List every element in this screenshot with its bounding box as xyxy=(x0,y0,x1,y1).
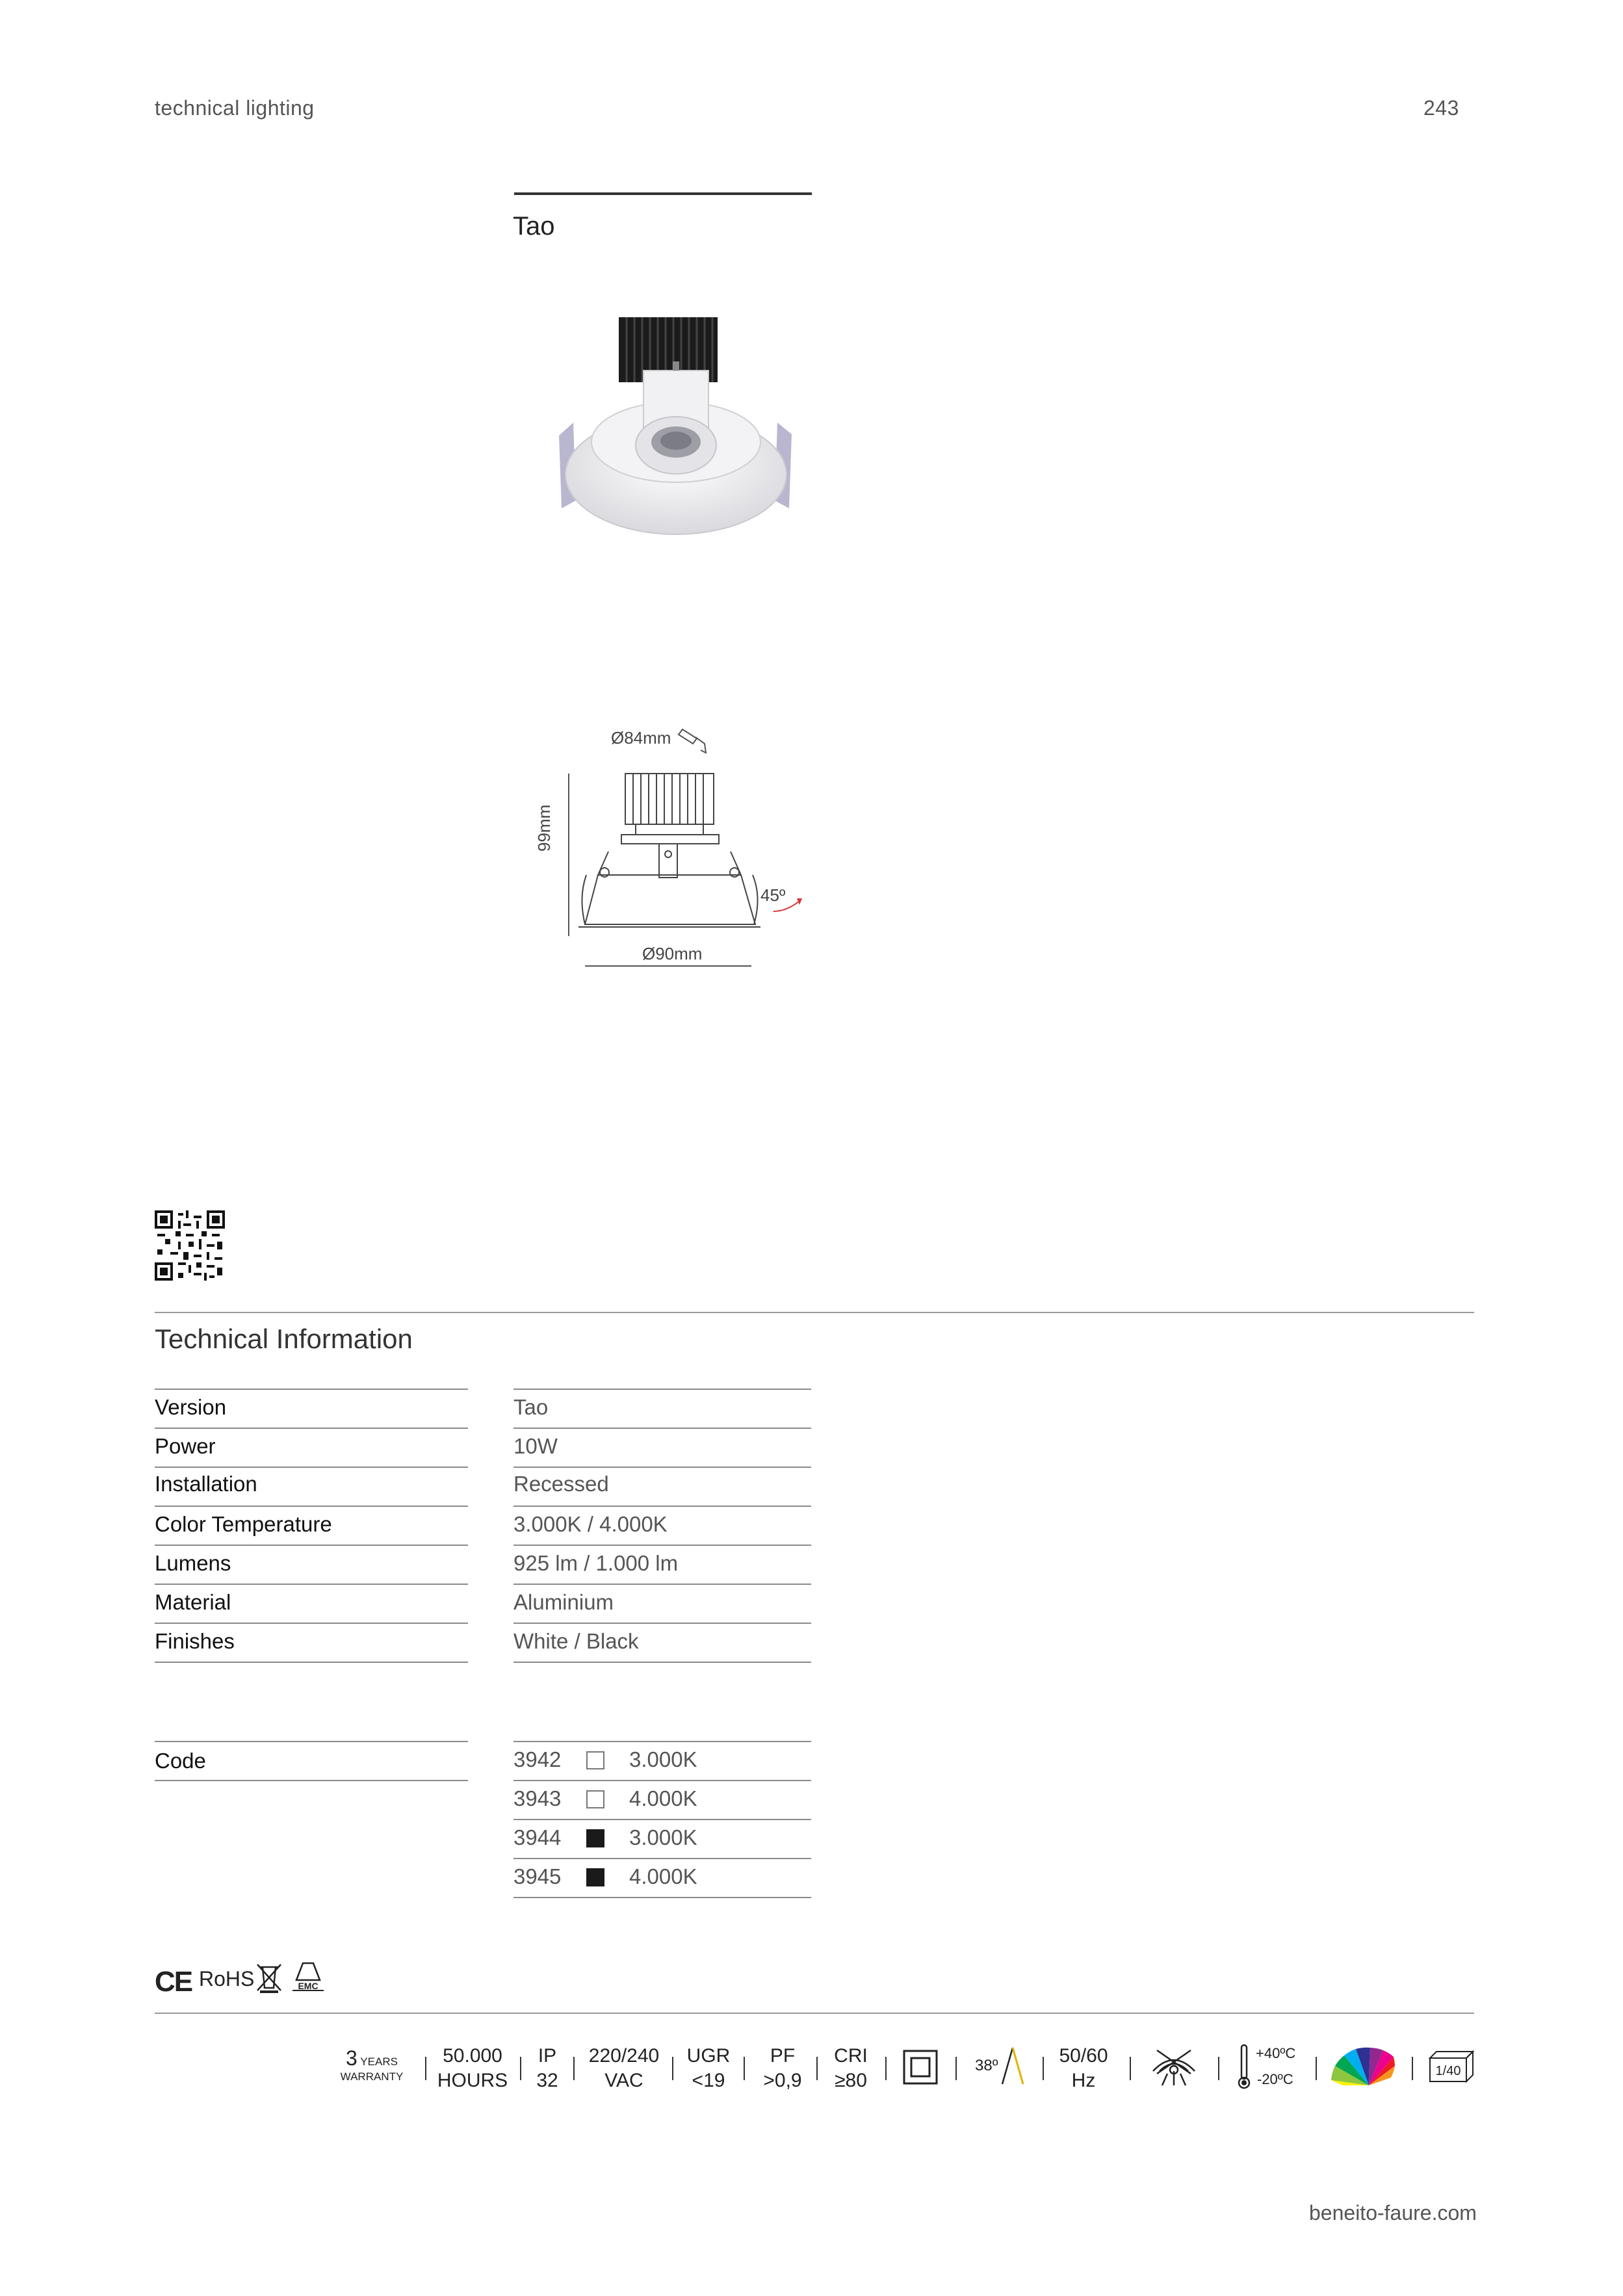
frequency-unit: Hz xyxy=(1071,2070,1096,2091)
ugr-spec xyxy=(684,2044,733,2093)
finish-swatch-black xyxy=(586,1868,604,1886)
pack-quantity: 1/40 xyxy=(1435,2064,1461,2078)
dim-angle: 45º xyxy=(760,885,786,905)
spec-separator xyxy=(1130,2057,1131,2080)
beam-angle-icon xyxy=(998,2045,1027,2087)
code-temp: 3.000K xyxy=(629,1747,697,1771)
title-rule xyxy=(514,192,812,195)
page-number: 243 xyxy=(1423,96,1459,120)
tech-value-lumens: 925 lm / 1.000 lm xyxy=(513,1551,679,1575)
tech-value-finishes: White / Black xyxy=(513,1629,639,1653)
tech-label-installation: Installation xyxy=(155,1472,257,1496)
lifetime-hours: 50.000 xyxy=(443,2045,502,2067)
emc-icon xyxy=(290,1961,326,1993)
tech-value-power: 10W xyxy=(513,1434,558,1458)
pf-spec xyxy=(757,2044,809,2093)
tech-label-color-temperature: Color Temperature xyxy=(155,1512,332,1536)
cri-spec xyxy=(827,2044,875,2093)
tech-value-material: Aluminium xyxy=(513,1590,614,1614)
ce-mark: CE xyxy=(155,1966,192,1998)
tech-title: Technical Information xyxy=(155,1324,413,1354)
code-temp: 4.000K xyxy=(629,1864,697,1888)
footer-website[interactable]: beneito-faure.com xyxy=(1309,2201,1477,2224)
spec-separator xyxy=(816,2057,818,2080)
spec-separator xyxy=(672,2057,673,2080)
spec-separator xyxy=(744,2057,745,2080)
spec-separator xyxy=(425,2057,426,2080)
lifetime-spec xyxy=(437,2044,508,2093)
packaging-box-icon xyxy=(1427,2048,1475,2084)
frequency-spec xyxy=(1054,2044,1113,2093)
spec-separator xyxy=(1218,2057,1219,2080)
tech-value-version: Tao xyxy=(513,1395,549,1419)
spec-separator xyxy=(955,2057,957,2080)
ugr-value: <19 xyxy=(692,2070,725,2091)
finish-swatch-white xyxy=(586,1790,604,1808)
tech-label-finishes: Finishes xyxy=(155,1629,235,1653)
dim-diameter-bottom: Ø90mm xyxy=(642,944,703,963)
code-label: Code xyxy=(155,1749,206,1773)
code-number: 3943 xyxy=(513,1786,562,1810)
tech-label-lumens: Lumens xyxy=(155,1551,231,1575)
pf-value: >0,9 xyxy=(763,2070,802,2091)
finish-swatch-black xyxy=(586,1829,604,1847)
cri-label: CRI xyxy=(834,2045,868,2067)
spec-separator xyxy=(573,2057,575,2080)
ugr-label: UGR xyxy=(686,2045,731,2067)
voltage-unit: VAC xyxy=(604,2070,643,2091)
tech-value-installation: Recessed xyxy=(513,1472,609,1496)
ip-label: IP xyxy=(538,2045,557,2067)
lifetime-unit: HOURS xyxy=(437,2070,508,2091)
tech-label-version: Version xyxy=(155,1395,227,1419)
spec-separator xyxy=(1316,2057,1317,2080)
code-number: 3942 xyxy=(513,1747,562,1771)
frequency-value: 50/60 xyxy=(1059,2045,1108,2067)
ip-value: 32 xyxy=(536,2070,558,2091)
weee-bin-icon xyxy=(255,1961,283,1994)
no-insulation-cover-icon xyxy=(1148,2045,1200,2088)
emc-label: EMC xyxy=(298,1981,318,1991)
spec-separator xyxy=(520,2057,521,2080)
qr-code xyxy=(155,1210,225,1281)
pf-label: PF xyxy=(770,2045,796,2067)
color-finishes-icon xyxy=(1330,2041,1397,2089)
spec-separator xyxy=(1412,2057,1413,2080)
warranty-unit: YEARS xyxy=(360,2055,398,2068)
product-image xyxy=(546,306,806,553)
voltage-value: 220/240 xyxy=(588,2045,660,2067)
tech-label-power: Power xyxy=(155,1434,216,1458)
class-ii-icon xyxy=(902,2049,939,2085)
technical-drawing xyxy=(559,722,819,975)
dim-diameter-top: Ø84mm xyxy=(611,728,671,748)
cri-value: ≥80 xyxy=(835,2070,867,2091)
warranty-spec xyxy=(339,2046,404,2083)
code-number: 3945 xyxy=(513,1864,562,1888)
temp-min: -20ºC xyxy=(1257,2071,1293,2087)
code-number: 3944 xyxy=(513,1825,562,1849)
code-temp: 3.000K xyxy=(629,1825,697,1849)
temp-max: +40ºC xyxy=(1256,2045,1296,2061)
warranty-label: WARRANTY xyxy=(340,2070,404,2083)
tech-label-material: Material xyxy=(155,1590,231,1614)
tech-value-color-temperature: 3.000K / 4.000K xyxy=(513,1512,668,1536)
beam-angle-value: 38º xyxy=(975,2057,998,2074)
rohs-mark: RoHS xyxy=(199,1967,255,1990)
spec-separator xyxy=(1043,2057,1044,2080)
thermometer-icon xyxy=(1236,2042,1252,2091)
code-temp: 4.000K xyxy=(629,1786,697,1810)
dim-height: 99mm xyxy=(534,804,554,852)
spec-separator xyxy=(885,2057,887,2080)
ip-spec xyxy=(530,2044,564,2093)
section-title: technical lighting xyxy=(155,96,315,120)
tech-top-rule xyxy=(155,1312,1474,1313)
finish-swatch-white xyxy=(586,1751,604,1769)
voltage-spec xyxy=(585,2044,663,2093)
warranty-number: 3 xyxy=(346,2046,357,2070)
spec-rule xyxy=(155,2013,1474,2014)
product-title: Tao xyxy=(513,212,555,241)
